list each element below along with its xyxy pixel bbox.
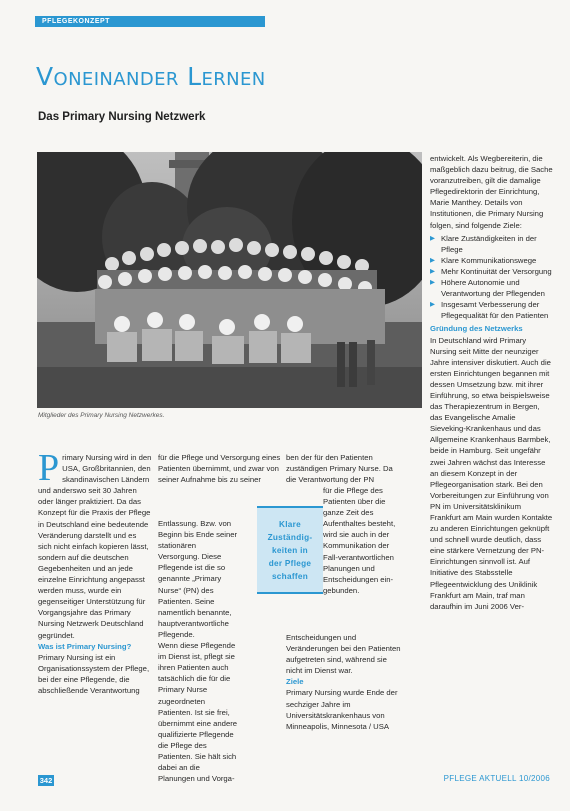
section-kicker: PFLEGEKONZEPT	[42, 18, 110, 25]
group-photo-illustration	[37, 152, 422, 408]
heading-was-ist: Was ist Primary Nursing?	[38, 641, 132, 651]
intro-text: rimary Nursing wird in den USA, Großbritannien, den skandinavischen Ländern und anderswo seit 30 Jahren oder länger praktiziert. Da das Konzept für die Praxis der Pflege in Deutschland eine bedeutende Veränderung darstellt und es sich nicht einfach kopieren lässt, sondern auf die deutschen Gegebenheiten und an jede einzelne Einrichtung angepasst werden muss, wurde ein gegenseitiger Unterstützung für Vorgangsjahre das Primary Nursing Netzwerk Deutschland gegründet.	[38, 453, 152, 640]
pull-quote	[257, 506, 323, 594]
heading-ziele: Ziele	[286, 677, 304, 687]
pull-quote-text: Klare Zuständig- keiten in der Pflege schaffen	[267, 519, 313, 581]
list-item: ▶ Klare Zuständigkeiten in der Pflege	[430, 233, 553, 255]
col3-top-text: ben der für den Patienten zuständigen Primary Nurse. Da die Verantwortung der PN	[286, 453, 393, 485]
ziele-text: Primary Nursing wurde Ende der sechziger Jahre im Universitätskrankenhaus von Minneapolis, Minnesota / USA	[286, 688, 398, 731]
article-column-1	[38, 447, 152, 696]
article-subtitle: Das Primary Nursing Netzwerk	[38, 111, 206, 123]
group-photo	[37, 152, 422, 408]
photo-caption: Mitglieder des Primary Nursing Netzwerkes.	[38, 412, 165, 419]
col4-intro-text: entwickelt. Als Wegbereiterin, die maßgeblich dazu beitrug, die Sache voranzutreiben, gilt die damalige Pflegedirektorin der Einrichtung, Marie Manthey. Details von Institutionen, die Primary Nursing folgen, sind folgende Ziele:	[430, 154, 553, 230]
article-column-2	[158, 452, 282, 784]
col2-left-span: Entlassung. Bzw. von Beginn bis Ende seiner stationären Versorgung. Diese Pflegende ist die so genannte „Primary Nurse“ (PN) des Patienten. Seine namentlich benannte, hauptverantwortliche Pflegende.	[158, 519, 238, 639]
page-number: 342	[39, 776, 53, 785]
dropcap: P	[38, 447, 60, 489]
col2-left-text	[158, 518, 238, 784]
col3-bottom-text: Entscheidungen und Veränderungen bei den Patienten aufgetreten sind, während sie nicht im Dienst war.	[286, 633, 401, 676]
list-item: ▶ Höhere Autonomie und Verantwortung der Pflegenden	[430, 277, 553, 299]
list-item: ▶ Insgesamt Verbesserung der Pflegequalität für den Patienten	[430, 299, 553, 321]
article-title: Voneinander Lernen	[36, 62, 266, 91]
list-item: ▶ Mehr Kontinuität der Versorgung	[430, 266, 553, 277]
journal-footer: PFLEGE AKTUELL 10/2006	[443, 774, 550, 783]
article-column-4	[430, 153, 553, 612]
col2-bottom-span: Wenn diese Pflegende im Dienst ist, pflegt sie ihren Patienten auch tatsächlich die für die Primary Nurse zugeordneten Patienten. Ist sie frei, übernimmt eine andere qualifizierte Pflegende die Pflege des Patienten. Sie hält sich dabei an die Planungen und Vorga-	[158, 641, 238, 784]
col3-bottom	[286, 632, 402, 732]
intro-paragraph	[38, 447, 152, 641]
list-item: ▶ Klare Kommunikationswege	[430, 255, 553, 266]
gruendung-text: In Deutschland wird Primary Nursing seit Mitte der neunziger Jahre intensiver diskutiert. Auch die ersten Einrichtungen begannen mit dessen Umsetzung bzw. mit ihrer Einführung, so etwa beispielsweise das Therapiezentrum in Bergen, das Evangelische Amalie Sieveking-Krankenhaus und das Allgemeine Krankenhaus Barmbek, beide in Hamburg. Seit ungefähr zwei Jahren wächst das Interesse an diesem Konzept in der Pflegeorganisation stark. Bei den Vorbereitungen zur Einführung von PN im Universitätsklinikum Frankfurt am Main wurden Kontakte zu anderen Einrichtungen geknüpft und schnell wurde deutlich, dass eine stärkere Vernetzung der PN-Einrichtungen sinnvoll ist. Auf Initiative des Stabsstelle Pflegeentwicklung des Uniklinik Frankfurt am Main, traf man daraufhin im Juni 2006 Ver-	[430, 335, 553, 611]
col3-right-text: für die Pflege des Patienten über die ganze Zeit des Aufenthaltes besteht, wird sie auch in der Kommunikation der Fall-verantwortlichen Planungen und Entscheidungen ein- gebunden.	[323, 486, 396, 595]
col2-top-text: für die Pflege und Versorgung eines Patienten übernimmt, und zwar von seiner Aufnahme bis zu seiner	[158, 453, 281, 485]
goals-list	[430, 233, 553, 322]
was-ist-text: Primary Nursing ist ein Organisationssystem der Pflege, bei der eine Pflegende, die abschließende Verantwortung	[38, 652, 150, 695]
heading-gruendung: Gründung des Netzwerks	[430, 324, 523, 334]
